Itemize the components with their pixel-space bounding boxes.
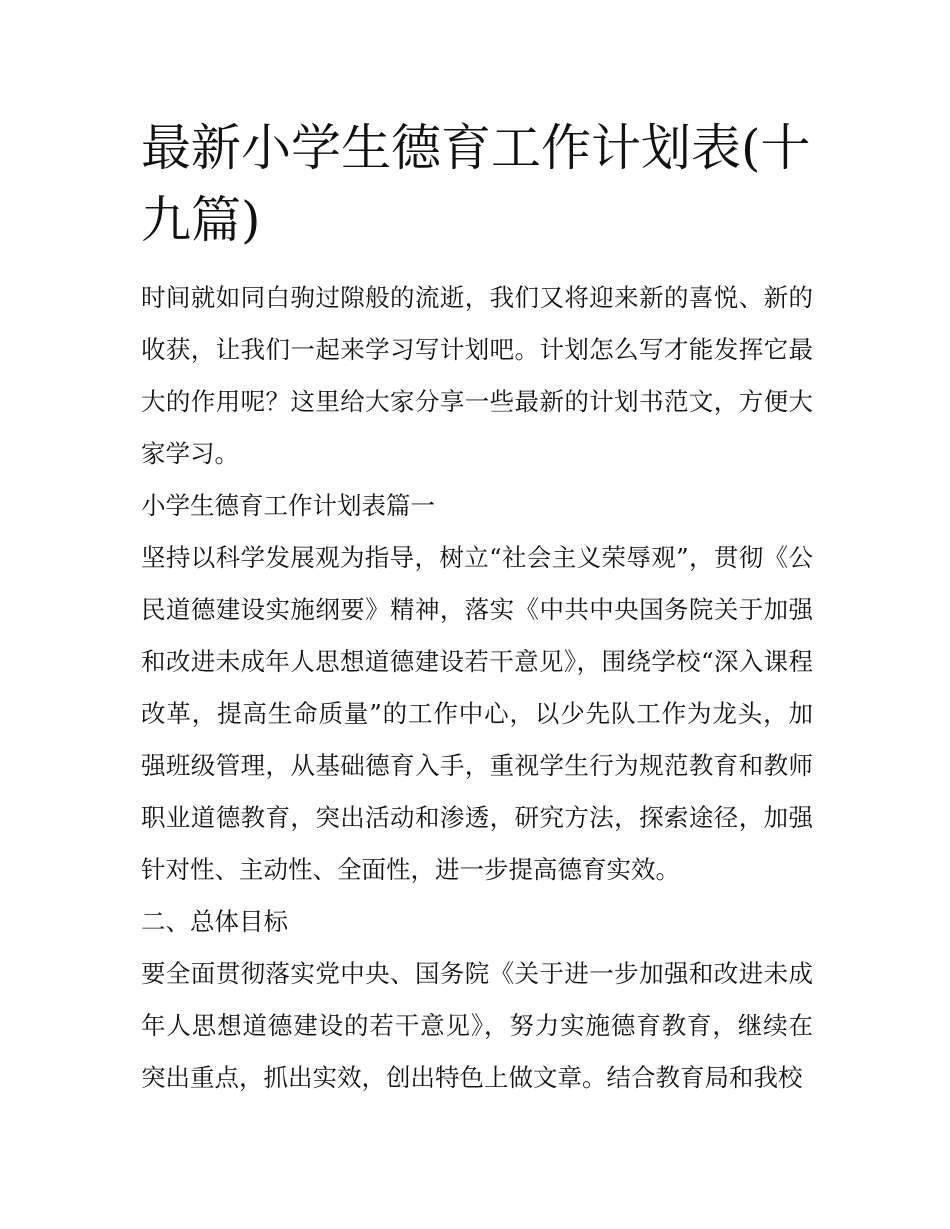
section-heading-2: 二、总体目标 (141, 907, 288, 936)
section-body-1: 坚持以科学发展观为指导，树立“社会主义荣辱观”，贯彻《公民道德建设实施纲要》精神，落实《中共中央国务院关于加强和改进未成年人思想道德建设若干意见》，围绕学校“深入课程改革，提高生命质量”的工作中心，以少先队工作为龙头，加强班级管理，从基础德育入手，重视学生行为规范教育和教师职业道德教育，突出活动和渗透，研究方法，探索途径，加强针对性、主动性、全面性，进一步提高德育实效。 (141, 543, 813, 884)
intro-paragraph: 时间就如同白驹过隙般的流逝，我们又将迎来新的喜悦、新的收获，让我们一起来学习写计划吧。计划怎么写才能发挥它最大的作用呢？这里给大家分享一些最新的计划书范文，方便大家学习。 (141, 283, 813, 468)
section-body-2: 要全面贯彻落实党中央、国务院《关于进一步加强和改进未成年人思想道德建设的若干意见》，努力实施德育教育，继续在突出重点，抓出实效，创出特色上做文章。结合教育局和我校 (141, 959, 813, 1092)
document-title: 最新小学生德育工作计划表(十九篇) (141, 119, 811, 249)
section-heading-1: 小学生德育工作计划表篇一 (141, 491, 435, 520)
document-page (141, 112, 813, 1104)
